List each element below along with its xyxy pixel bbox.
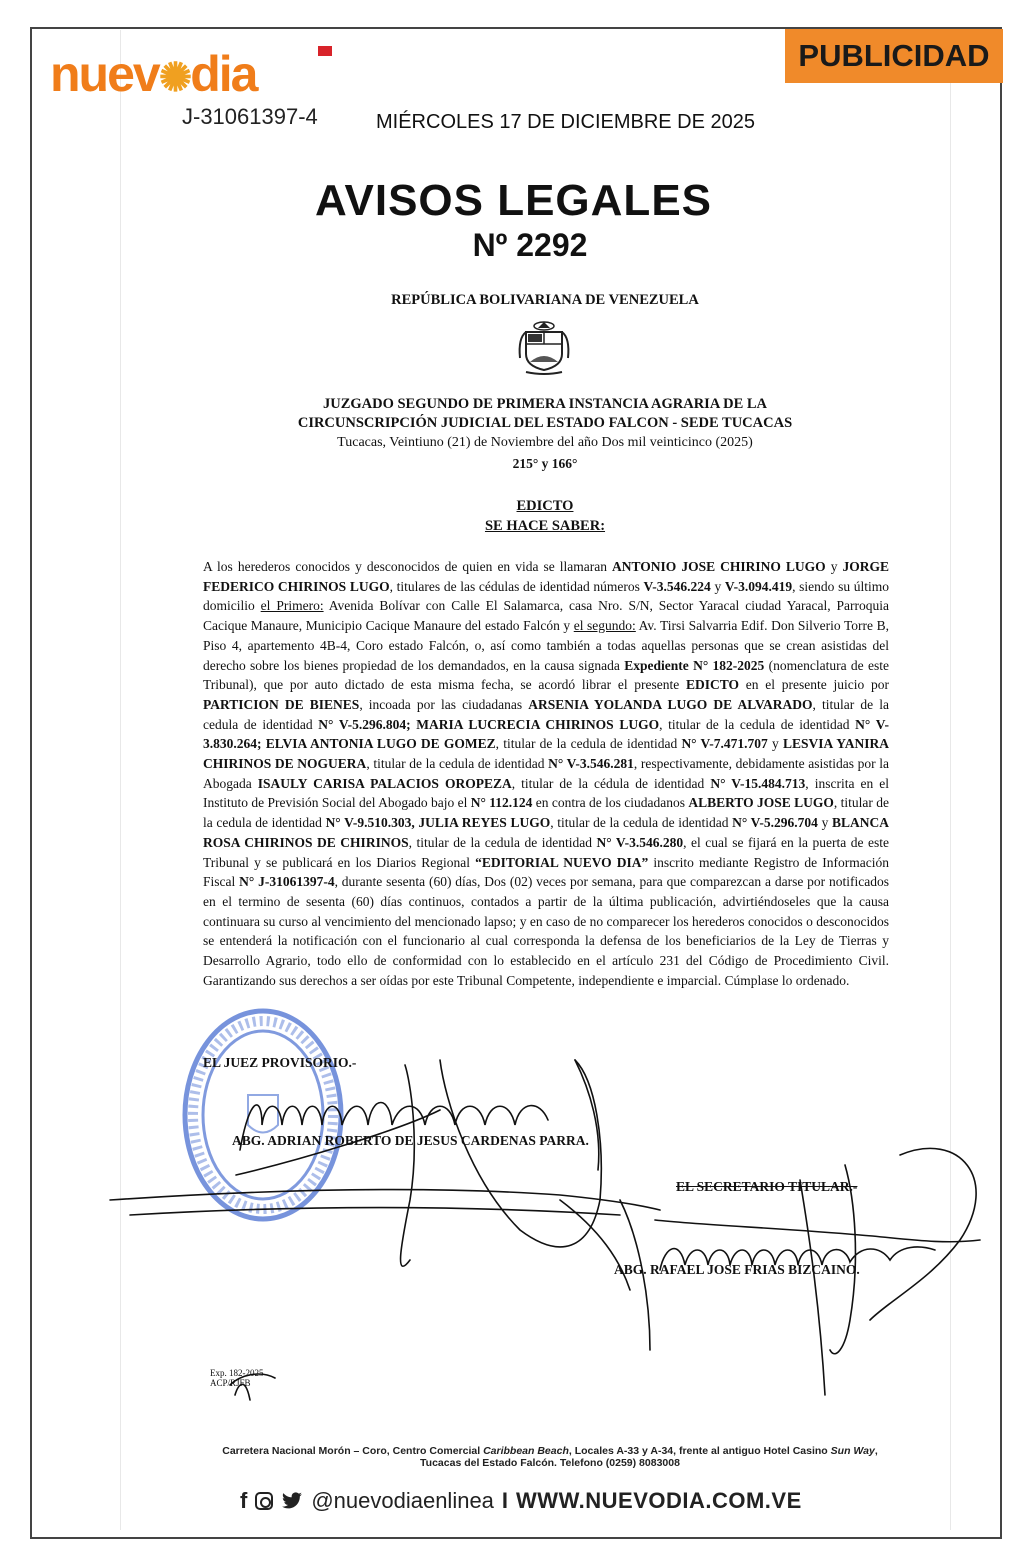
judge-name: ABG. ADRIAN ROBERTO DE JESUS CARDENAS PARRA. [232, 1133, 589, 1148]
court-name-line2: CIRCUNSCRIPCIÓN JUDICIAL DEL ESTADO FALCON - SEDE TUCACAS [297, 415, 793, 431]
secretary-name: ABG. RAFAEL JOSE FRIAS BIZCAINO. [614, 1262, 860, 1277]
sun-icon: ✺ [158, 56, 191, 100]
court-name-line1: JUZGADO SEGUNDO DE PRIMERA INSTANCIA AGRARIA DE LA [322, 396, 768, 412]
publicidad-badge: PUBLICIDAD [785, 29, 1003, 83]
place-date: Tucacas, Veintiuno (21) de Noviembre del año Dos mil veinticinco (2025) [337, 435, 753, 450]
court-seal-stamp [178, 1005, 348, 1225]
section-title: AVISOS LEGALES [314, 176, 713, 225]
notice-number: Nº 2292 [472, 227, 588, 263]
logo-accent [318, 46, 332, 56]
nuevodia-logo: nuev✺dia [50, 52, 330, 96]
twitter-icon [281, 1492, 303, 1510]
judge-label: EL JUEZ PROVISORIO.- [203, 1055, 357, 1070]
instagram-icon [255, 1492, 273, 1510]
republic-heading: REPÚBLICA BOLIVARIANA DE VENEZUELA [391, 292, 699, 308]
years-line: 215° y 166° [512, 456, 578, 471]
issue-date: MIÉRCOLES 17 DE DICIEMBRE DE 2025 [376, 111, 756, 133]
separator: I [501, 1488, 509, 1513]
edicto-heading: EDICTO [516, 498, 574, 514]
secretary-label: EL SECRETARIO TITULAR.- [676, 1179, 858, 1194]
edicto-body: A los herederos conocidos y desconocidos de quien en vida se llamaran ANTONIO JOSE CHIRINO LUGO y JORGE FEDERICO CHIRINOS LUGO, titulares de las cédulas de identidad números V-3.546.224 y V-3.094.419, siendo su último domicilio el Primero: Avenida Bolívar con Calle El Salamarca, casa Nro. S/N, Sector Yaracal ciudad Yaracal, Parroquia Cacique Manaure, Municipio Cacique Manaure del estado Falcón y el segundo: Av. Tirsi Salvarria Edif. Don Silverio Torre B, Piso 4, apartemento 4B-4, Coro estado Falcón, o, así como también a todas aquellas personas que se crean asistidas del derecho sobre los bienes propiedad de los demandados, en la causa signada Expediente N° 182-2025 (nomenclatura de este Tribunal), que por auto dictado de esta misma fecha, se acordó librar el presente EDICTO en el presente juicio por PARTICION DE BIENES, incoada por las ciudadanas ARSENIA YOLANDA LUGO DE ALVARADO, titular de la cedula de identidad N° V-5.296.804; MARIA LUCRECIA CHIRINOS LUGO, titular de la cedula de identidad N° V-3.830.264; ELVIA ANTONIA LUGO DE GOMEZ, titular de la cedula de identidad N° V-7.471.707 y LESVIA YANIRA CHIRINOS DE NOGUERA, titular de la cedula de identidad N° V-3.546.281, respectivamente, debidamente asistidas por la Abogada ISAULY CARISA PALACIOS OROPEZA, titular de la cédula de identidad N° V-15.484.713, inscrita en el Instituto de Previsión Social del Abogado bajo el N° 112.124 en contra de los ciudadanos ALBERTO JOSE LUGO, titular de la cedula de identidad N° V-9.510.303, JULIA REYES LUGO, titular de la cedula de identidad N° V-5.296.704 y BLANCA ROSA CHIRINOS DE CHIRINOS, titular de la cedula de identidad N° V-3.546.280, el cual se fijará en la puerta de este Tribunal y se publicará en los Diarios Regional “EDITORIAL NUEVO DIA” inscrito mediante Registro de Información Fiscal N° J-31061397-4, durante sesenta (60) días, Dos (02) veces por semana, para que comparezcan a darse por notificados en el termino de sesenta (60) días continuos, contados a partir de la última publicación, advirtiéndoseles que la causa continuara su curso al vencimiento del mencionado lapso; y en caso de no comparecer los herederos conocidos o desconocidos se entenderá la notificación con el funcionario al cual corresponda la defensa de los beneficiarios de la Ley de Tierras y Desarrollo Agrario, todo ello de conformidad con lo establecido en el artículo 231 del Código de Procedimiento Civil. Garantizando sus derechos a ser oídas por este Tribunal Competente, independiente e imparcial. Cúmplase lo ordenado. [203, 559, 890, 988]
website-url: WWW.NUEVODIA.COM.VE [516, 1488, 802, 1513]
social-bar [240, 1485, 802, 1517]
footer-address: Carretera Nacional Morón – Coro, Centro Comercial Caribbean Beach, Locales A-33 y A-34, frente al antiguo Hotel Casino Sun Way, Tucacas del Estado Falcón. Telefono (0259) 8083008 [222, 1445, 878, 1469]
coat-of-arms-icon [516, 318, 572, 376]
file-reference: Exp. 182-2025 ACP/RJFB [210, 1368, 264, 1388]
se-hace-saber-heading: SE HACE SABER: [484, 518, 606, 534]
facebook-icon: f [240, 1488, 248, 1513]
social-handle: @nuevodiaenlinea [311, 1488, 494, 1513]
rif-number: J-31061397-4 [182, 104, 318, 129]
